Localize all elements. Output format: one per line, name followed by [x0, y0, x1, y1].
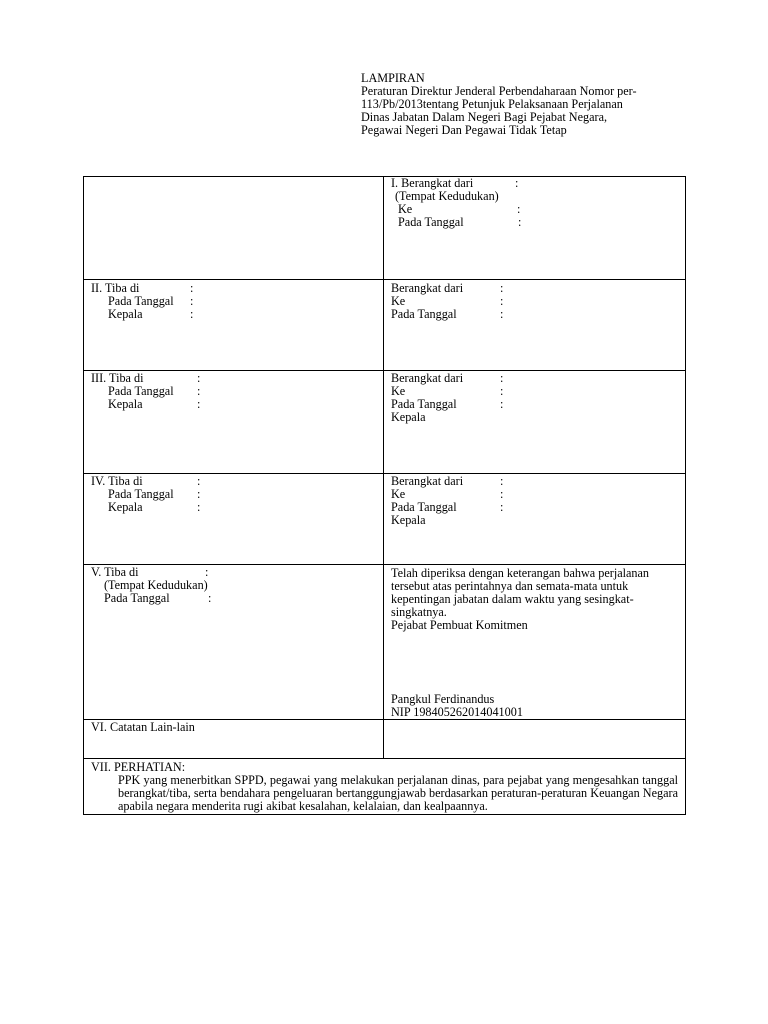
section-2-left-cell	[84, 280, 384, 371]
colon: :	[500, 294, 504, 308]
section-4-left-cell	[84, 474, 384, 565]
date-label: Pada Tanggal	[108, 487, 174, 501]
date-label: Pada Tanggal	[108, 384, 174, 398]
official-name: Pangkul Ferdinandus	[391, 692, 495, 706]
colon: :	[197, 384, 201, 398]
colon: :	[205, 565, 209, 579]
colon: :	[500, 487, 504, 501]
home-base-label: (Tempat Kedudukan)	[395, 189, 499, 203]
section-3-right-cell	[384, 371, 686, 474]
destination-label: Ke	[398, 202, 413, 216]
colon: :	[197, 371, 201, 385]
attention-cell	[84, 759, 686, 815]
date-label: Pada Tanggal	[108, 294, 174, 308]
section-4-row	[84, 474, 686, 565]
colon: :	[500, 384, 504, 398]
section-6-notes-cell	[384, 720, 686, 759]
official-title: Pejabat Pembuat Komitmen	[391, 618, 528, 632]
section-2-row	[84, 280, 686, 371]
date-label: Pada Tanggal	[391, 397, 457, 411]
section-3-left-cell	[84, 371, 384, 474]
colon: :	[500, 281, 504, 295]
colon: :	[197, 397, 201, 411]
colon: :	[515, 176, 519, 190]
head-label: Kepala	[108, 307, 143, 321]
destination-label: Ke	[391, 487, 406, 501]
arrival-label: II. Tiba di	[91, 281, 140, 295]
head-label: Kepala	[391, 513, 426, 527]
date-label: Pada Tanggal	[398, 215, 464, 229]
destination-label: Ke	[391, 294, 406, 308]
section-5-right-cell	[384, 565, 686, 720]
colon: :	[500, 500, 504, 514]
head-label: Kepala	[108, 397, 143, 411]
section-3-row	[84, 371, 686, 474]
attachment-header	[361, 72, 691, 137]
date-label: Pada Tanggal	[104, 591, 170, 605]
arrival-label: III. Tiba di	[91, 371, 144, 385]
section-1-left-cell	[84, 177, 384, 280]
date-label: Pada Tanggal	[391, 500, 457, 514]
colon: :	[208, 591, 212, 605]
other-notes-label: VI. Catatan Lain-lain	[91, 720, 195, 734]
arrival-label: V. Tiba di	[91, 565, 139, 579]
arrival-label: IV. Tiba di	[91, 474, 143, 488]
head-label: Kepala	[391, 410, 426, 424]
regulation-line-2: 113/Pb/2013tentang Petunjuk Pelaksanaan Perjalanan	[361, 97, 623, 111]
sppd-travel-form	[83, 176, 686, 815]
home-base-label: (Tempat Kedudukan)	[104, 578, 208, 592]
attachment-title: LAMPIRAN	[361, 71, 425, 85]
colon: :	[197, 474, 201, 488]
attention-text: PPK yang menerbitkan SPPD, pegawai yang melakukan perjalanan dinas, para pejabat yang mengesahkan tanggal berangkat/tiba, serta bendahara pengeluaran bertanggungjawab berdasarkan peraturan-peraturan Keuangan Negara apabila negara menderita rugi akibat kesalahan, kelalaian, dan kealpaannya.	[118, 773, 678, 813]
destination-label: Ke	[391, 384, 406, 398]
colon: :	[500, 307, 504, 321]
section-1-right-cell	[384, 177, 686, 280]
regulation-line-3: Dinas Jabatan Dalam Negeri Bagi Pejabat Negara,	[361, 110, 608, 124]
colon: :	[500, 474, 504, 488]
colon: :	[517, 202, 521, 216]
section-7-row	[84, 759, 686, 815]
colon: :	[190, 307, 194, 321]
section-5-left-cell	[84, 565, 384, 720]
section-2-right-cell	[384, 280, 686, 371]
section-6-left-cell	[84, 720, 384, 759]
departure-from-label: I. Berangkat dari	[391, 176, 474, 190]
verification-statement: Telah diperiksa dengan keterangan bahwa perjalanan tersebut atas perintahnya dan semata-mata untuk kepentingan jabatan dalam waktu yang sesingkat-singkatnya.	[391, 566, 650, 619]
section-5-row	[84, 565, 686, 720]
colon: :	[500, 371, 504, 385]
colon: :	[197, 487, 201, 501]
colon: :	[190, 281, 194, 295]
departure-from-label: Berangkat dari	[391, 371, 464, 385]
official-nip: NIP 198405262014041001	[391, 705, 523, 719]
section-4-right-cell	[384, 474, 686, 565]
colon: :	[190, 294, 194, 308]
head-label: Kepala	[108, 500, 143, 514]
date-label: Pada Tanggal	[391, 307, 457, 321]
colon: :	[197, 500, 201, 514]
section-1-row	[84, 177, 686, 280]
departure-from-label: Berangkat dari	[391, 281, 464, 295]
regulation-line-4: Pegawai Negeri Dan Pegawai Tidak Tetap	[361, 123, 567, 137]
regulation-line-1: Peraturan Direktur Jenderal Perbendaharaan Nomor per-	[361, 84, 637, 98]
departure-from-label: Berangkat dari	[391, 474, 464, 488]
colon: :	[500, 397, 504, 411]
attention-label: VII. PERHATIAN:	[91, 760, 186, 774]
section-6-row	[84, 720, 686, 759]
colon: :	[518, 215, 522, 229]
